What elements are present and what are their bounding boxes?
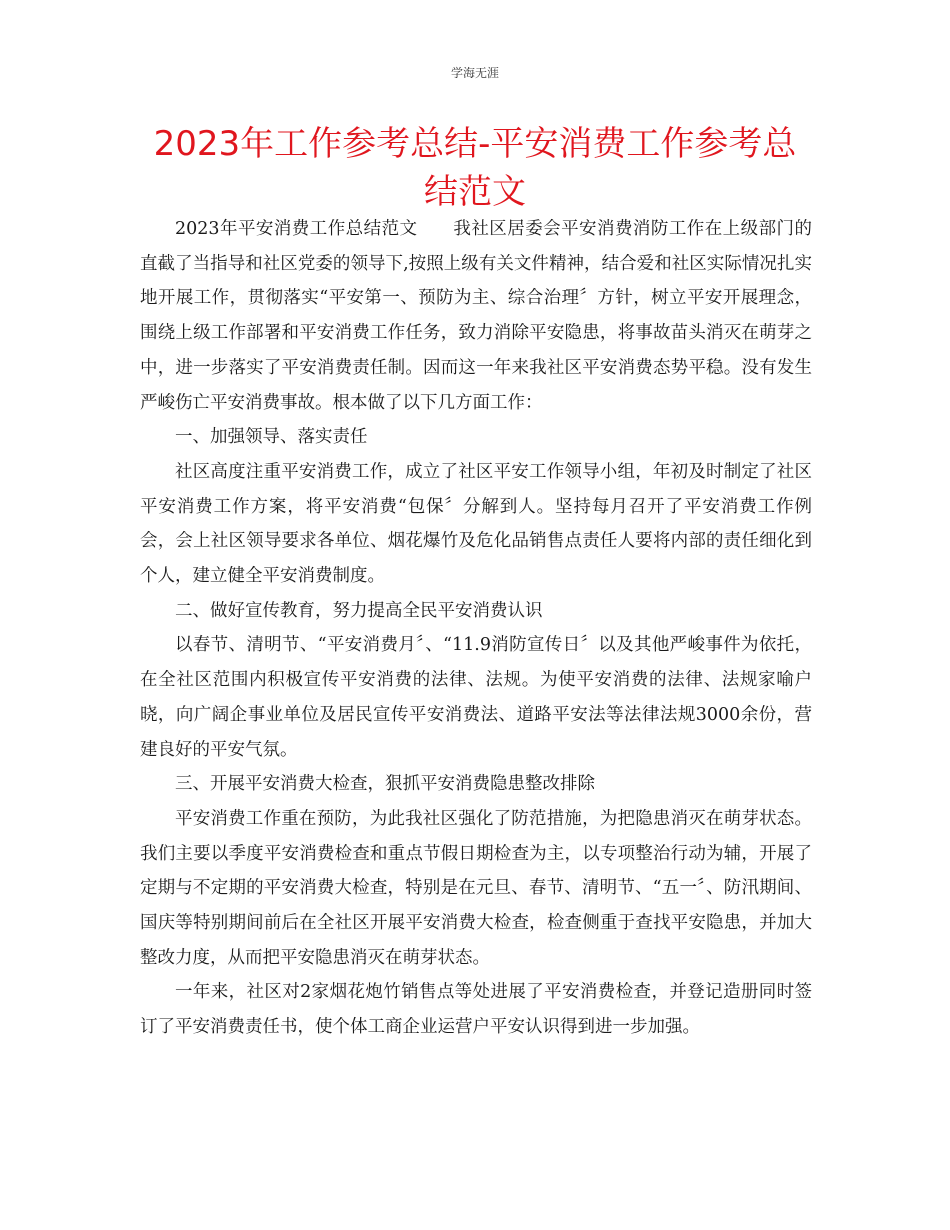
section-heading-3: 三、开展平安消费大检查，狠抓平安消费隐患整改排除: [175, 774, 595, 795]
paragraph-section-1: 社区高度注重平安消费工作，成立了社区平安工作领导小组，年初及时制定了社区平安消费工作方案，将平安消费“包保〞分解到人。坚持每月召开了平安消费工作例会，会上社区领导要求各单位、烟花爆竹及危化品销售点责任人要将内部的责任细化到个人，建立健全平安消费制度。: [140, 461, 812, 587]
paragraph-section-2: 以春节、清明节、“平安消费月〞、“11.9消防宣传日〞以及其他严峻事件为依托，在全社区范围内积极宣传平安消费的法律、法规。为使平安消费的法律、法规家喻户晓，向广阔企事业单位及居民宣传平安消费法、道路平安法等法律法规3000余份，营建良好的平安气氛。: [140, 635, 812, 760]
paragraph-closing: 一年来，社区对2家烟花炮竹销售点等处进展了平安消费检查，并登记造册同时签订了平安消费责任书，使个体工商企业运营户平安认识得到进一步加强。: [140, 982, 812, 1038]
document-title: 2023年工作参考总结-平安消费工作参考总结范文: [153, 124, 797, 212]
document-body: [140, 212, 812, 1045]
section-heading-2: 二、做好宣传教育，努力提高全民平安消费认识: [175, 600, 543, 621]
section-heading-1: 一、加强领导、落实责任: [175, 427, 368, 448]
paragraph-section-3: 平安消费工作重在预防，为此我社区强化了防范措施，为把隐患消灭在萌芽状态。我们主要以季度平安消费检查和重点节假日期检查为主，以专项整治行动为辅，开展了定期与不定期的平安消费大检查，特别是在元旦、春节、清明节、“五一〞、防汛期间、国庆等特别期间前后在全社区开展平安消费大检查，检查侧重于查找平安隐患，并加大整改力度，从而把平安隐患消灭在萌芽状态。: [140, 808, 812, 968]
page-header: 学海无涯: [450, 66, 499, 80]
paragraph-intro: 2023年平安消费工作总结范文 我社区居委会平安消费消防工作在上级部门的直截了当指导和社区党委的领导下,按照上级有关文件精神，结合爱和社区实际情况扎实地开展工作，贯彻落实“平安第一、预防为主、综合治理〞方针，树立平安开展理念，围绕上级工作部署和平安消费工作任务，致力消除平安隐患，将事故苗头消灭在萌芽之中，进一步落实了平安消费责任制。因而这一年来我社区平安消费态势平稳。没有发生严峻伤亡平安消费事故。根本做了以下几方面工作：: [140, 219, 812, 413]
